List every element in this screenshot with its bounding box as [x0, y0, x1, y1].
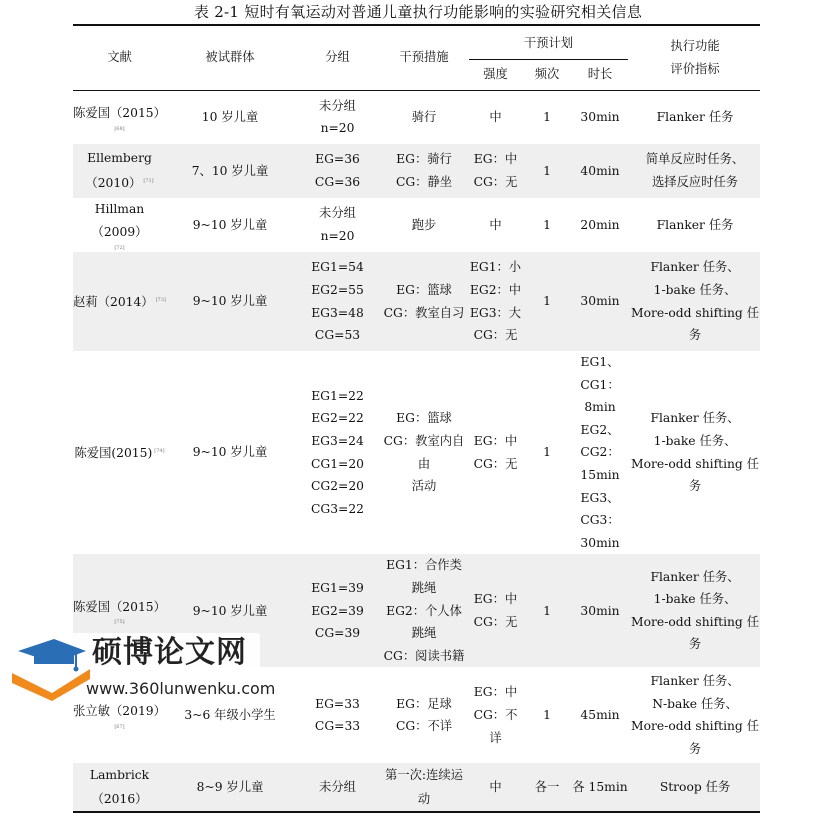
cell-line: CG=36: [314, 175, 361, 189]
cell-line: 8min: [584, 400, 616, 415]
cell-line: Flanker 任务: [656, 217, 734, 232]
watermark-title: 硕博论文网: [92, 635, 247, 670]
cell-measure: [381, 763, 467, 812]
cell-line: EG：篮球: [396, 282, 452, 297]
cell-line: More-odd shifting 任: [631, 456, 759, 471]
cell-subjects: [166, 252, 294, 351]
citation-ref: [71]: [143, 177, 154, 184]
cell-intensity: [467, 252, 524, 351]
cell-line: Stroop 任务: [659, 780, 731, 795]
cell-line: 务: [688, 328, 702, 343]
cell-line: 务: [688, 741, 702, 756]
cell-line: Hillman（2009）: [91, 202, 148, 239]
cell-line: Flanker 任务、: [650, 569, 740, 584]
cell-frequency: [524, 667, 570, 763]
cell-line: CG=53: [314, 328, 361, 343]
cell-duration: [570, 198, 630, 252]
cell-line: 未分组: [319, 98, 356, 113]
cell-line: 9~10 岁儿童: [192, 445, 268, 460]
cell-frequency: [524, 252, 570, 351]
cell-frequency: [524, 351, 570, 554]
cell-intensity: [467, 351, 524, 554]
table-header: [73, 25, 760, 90]
cell-line: CG：教室内自由: [383, 434, 465, 471]
cell-line: EG1=39: [311, 580, 364, 595]
cell-line: n=20: [320, 229, 355, 243]
cell-line: 1: [543, 294, 551, 309]
cell-line: EG3：大: [469, 305, 522, 320]
cell-line: 1: [543, 708, 551, 723]
cell-line: EG：中: [473, 592, 518, 607]
table-row: [73, 252, 760, 351]
table-row: [73, 763, 760, 812]
cell-line: More-odd shifting 任: [631, 305, 759, 320]
cell-line: 40min: [580, 163, 620, 178]
cell-line: 1: [543, 217, 551, 232]
cell-lit: [73, 144, 166, 198]
header-literature: 文献: [73, 25, 166, 90]
cell-group: [294, 351, 381, 554]
cell-intensity: [467, 144, 524, 198]
cell-line: EG2、CG2：: [580, 422, 620, 460]
header-ef-line1: 执行功能: [670, 38, 720, 53]
cell-line: EG：篮球: [396, 411, 452, 426]
cell-line: EG2：中: [469, 282, 522, 297]
cell-line: 未分组: [319, 780, 356, 795]
cell-line: 中: [489, 109, 502, 124]
citation-ref: [68]: [114, 125, 125, 132]
cell-line: EG2=22: [311, 411, 364, 426]
cell-line: 陈爱国（2015）: [73, 105, 166, 120]
watermark: [10, 633, 276, 701]
cell-line: 8~9 岁儿童: [196, 780, 264, 795]
cell-line: 1-bake 任务、: [653, 282, 737, 297]
cell-measure: [381, 554, 467, 667]
cell-group: [294, 198, 381, 252]
cell-group: [294, 667, 381, 763]
cell-line: 中: [489, 780, 502, 795]
cell-ef: [630, 763, 760, 812]
cell-line: Flanker 任务: [656, 109, 734, 124]
cell-line: 骑行: [411, 109, 437, 124]
table-row: [73, 144, 760, 198]
cell-line: CG：静坐: [395, 175, 453, 189]
cell-measure: [381, 351, 467, 554]
cell-line: 各 15min: [572, 780, 628, 795]
table-row: [73, 198, 760, 252]
cell-line: 活动: [411, 479, 437, 494]
citation-ref: [72]: [114, 244, 125, 251]
cell-line: EG=36: [315, 152, 360, 167]
cell-line: More-odd shifting 任: [631, 614, 759, 629]
cell-line: 9~10 岁儿童: [192, 217, 268, 232]
cell-line: 务: [688, 479, 702, 494]
cell-line: 详: [489, 730, 502, 745]
cell-line: Ellemberg: [87, 151, 152, 166]
cell-line: 1-bake 任务、: [653, 434, 737, 449]
cell-line: CG1=20: [310, 456, 364, 471]
cell-line: Flanker 任务、: [650, 260, 740, 275]
cell-line: EG=33: [315, 696, 360, 711]
cell-duration: [570, 763, 630, 812]
cell-duration: [570, 252, 630, 351]
cell-line: CG2=20: [310, 479, 364, 494]
cell-intensity: [467, 554, 524, 667]
cell-line: CG：无: [473, 175, 518, 189]
cell-line: 选择反应时任务: [651, 175, 739, 189]
cell-line: 跑步: [411, 217, 437, 232]
cell-line: EG2：个人体跳绳: [386, 603, 462, 641]
cell-line: 9~10 岁儿童: [192, 294, 268, 309]
cell-subjects: [166, 763, 294, 812]
header-ef-line2: 评价指标: [670, 61, 720, 76]
cell-line: Flanker 任务、: [650, 411, 740, 426]
cell-line: 1: [543, 603, 551, 618]
cell-frequency: [524, 90, 570, 144]
header-duration: 时长: [570, 60, 630, 90]
cell-ef: [630, 554, 760, 667]
cell-line: More-odd shifting 任: [631, 719, 759, 734]
cell-line: N-bake 任务、: [652, 696, 738, 711]
cell-duration: [570, 554, 630, 667]
cell-line: Lambrick（2016）: [89, 768, 150, 807]
cell-line: 1: [543, 163, 551, 178]
cell-line: EG3=24: [311, 434, 364, 449]
cell-line: EG3=48: [311, 305, 364, 320]
cell-subjects: [166, 90, 294, 144]
cell-line: CG：不: [473, 708, 518, 723]
cell-ef: [630, 90, 760, 144]
cell-measure: [381, 667, 467, 763]
cell-frequency: [524, 144, 570, 198]
cell-frequency: [524, 198, 570, 252]
citation-ref: [74]: [154, 448, 165, 455]
cell-line: CG3=22: [310, 501, 364, 516]
cell-line: EG1=22: [311, 388, 364, 403]
cell-line: EG1、CG1：: [580, 355, 620, 392]
cell-line: 中: [489, 217, 502, 232]
cell-duration: [570, 90, 630, 144]
table-caption: 表 2-1 短时有氧运动对普通儿童执行功能影响的实验研究相关信息: [193, 3, 643, 21]
cell-line: CG=39: [314, 626, 361, 641]
cell-group: [294, 252, 381, 351]
header-subjects: 被试群体: [166, 25, 294, 90]
cell-intensity: [467, 667, 524, 763]
cell-line: n=20: [320, 121, 355, 136]
cell-line: 30min: [580, 535, 620, 550]
cell-line: 30min: [580, 294, 620, 309]
cell-subjects: [166, 144, 294, 198]
cell-lit: [73, 252, 166, 351]
citation-ref: [73]: [155, 297, 166, 304]
table-body: [73, 90, 760, 812]
cell-lit: [73, 351, 166, 554]
cell-line: 第一次:连续运动: [385, 768, 463, 807]
cell-line: EG3、CG3：: [580, 490, 620, 528]
cell-group: [294, 90, 381, 144]
cell-ef: [630, 252, 760, 351]
cell-line: CG：无: [473, 328, 518, 343]
header-plan: [467, 25, 630, 60]
cell-lit: [73, 763, 166, 812]
header-measure: 干预措施: [381, 25, 467, 90]
cell-line: EG：中: [473, 152, 518, 167]
cell-line: EG1：合作类跳绳: [386, 558, 462, 595]
citation-ref: [67]: [114, 723, 125, 730]
cell-intensity: [467, 198, 524, 252]
cell-line: 1: [543, 445, 551, 460]
cell-line: 未分组: [319, 206, 356, 221]
table-row: [73, 351, 760, 554]
cell-line: EG2=39: [311, 603, 364, 618]
cell-line: EG1：小: [469, 260, 522, 275]
cell-line: EG：中: [473, 685, 518, 700]
cell-group: [294, 763, 381, 812]
cell-line: CG：不详: [395, 719, 453, 734]
graduation-cap-logo-icon: [10, 633, 92, 701]
cell-ef: [630, 144, 760, 198]
cell-line: 9~10 岁儿童: [192, 603, 268, 618]
watermark-url: www.360lunwenku.com: [86, 679, 276, 698]
cell-line: 15min: [580, 467, 620, 482]
cell-ef: [630, 351, 760, 554]
cell-group: [294, 144, 381, 198]
header-group: 分组: [294, 25, 381, 90]
cell-duration: [570, 144, 630, 198]
cell-line: CG=33: [314, 719, 361, 734]
cell-line: 务: [688, 637, 702, 652]
cell-line: 陈爱国（2015）: [73, 599, 166, 614]
cell-line: 1-bake 任务、: [653, 592, 737, 607]
cell-subjects: [166, 198, 294, 252]
cell-line: EG：中: [473, 434, 518, 449]
cell-ef: [630, 667, 760, 763]
cell-group: [294, 554, 381, 667]
table-row: [73, 90, 760, 144]
cell-line: Flanker 任务、: [650, 674, 740, 689]
cell-line: 45min: [580, 708, 620, 723]
cell-line: CG：无: [473, 456, 518, 471]
cell-measure: [381, 90, 467, 144]
cell-line: 张立敏（2019）: [73, 704, 166, 719]
cell-subjects: [166, 351, 294, 554]
cell-line: （2010） [71]: [85, 176, 154, 191]
cell-line: 1: [543, 109, 551, 124]
cell-line: 10 岁儿童: [201, 109, 259, 124]
cell-line: 3~6 年级小学生: [184, 708, 276, 723]
cell-frequency: [524, 554, 570, 667]
header-frequency: 频次: [524, 60, 570, 90]
cell-line: 20min: [580, 217, 620, 232]
cell-intensity: [467, 763, 524, 812]
cell-frequency: [524, 763, 570, 812]
header-ef: [630, 25, 760, 90]
cell-line: 陈爱国(2015) [74]: [74, 446, 165, 461]
cell-lit: [73, 198, 166, 252]
cell-ef: [630, 198, 760, 252]
cell-line: CG：阅读书籍: [383, 648, 465, 663]
cell-measure: [381, 198, 467, 252]
cell-line: EG：骑行: [396, 152, 452, 167]
cell-line: 30min: [580, 603, 620, 618]
cell-intensity: [467, 90, 524, 144]
cell-line: 30min: [580, 109, 620, 124]
cell-measure: [381, 252, 467, 351]
cell-line: 各一: [534, 780, 560, 795]
citation-ref: [75]: [114, 619, 125, 626]
header-intensity: 强度: [467, 60, 524, 90]
cell-line: EG：足球: [396, 696, 452, 711]
cell-line: 赵莉（2014） [73]: [73, 295, 166, 310]
header-plan-label: 干预计划: [523, 35, 574, 50]
cell-line: 7、10 岁儿童: [191, 163, 269, 178]
cell-duration: [570, 351, 630, 554]
cell-duration: [570, 667, 630, 763]
cell-line: 简单反应时任务、: [645, 152, 745, 167]
cell-line: EG1=54: [311, 260, 364, 275]
cell-line: EG2=55: [311, 282, 364, 297]
cell-measure: [381, 144, 467, 198]
cell-line: CG：教室自习: [383, 305, 465, 320]
cell-line: CG：无: [473, 614, 518, 629]
cell-lit: [73, 90, 166, 144]
